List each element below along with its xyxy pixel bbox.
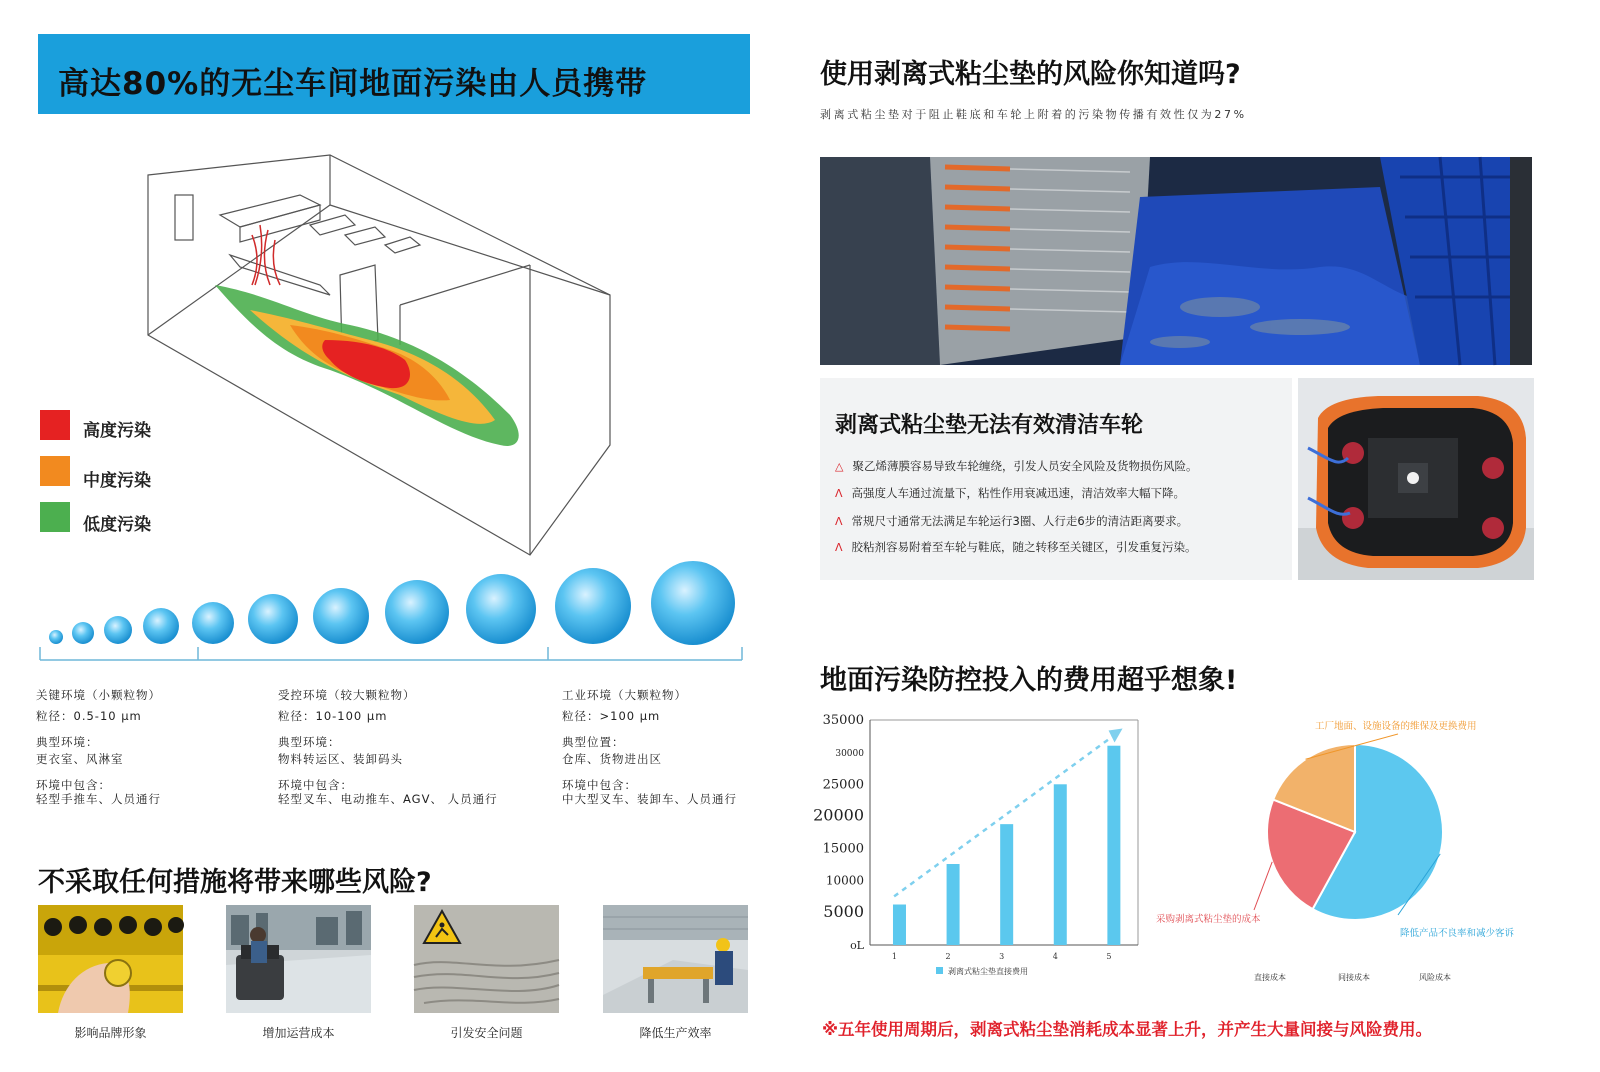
y-tick-label: 5000 xyxy=(823,901,864,921)
leader-line xyxy=(1254,862,1272,910)
trend-arrowhead xyxy=(1109,729,1123,743)
env-size: 粒径：>100 μm xyxy=(562,709,661,723)
particle-sphere xyxy=(192,602,234,644)
particle-sphere xyxy=(651,561,735,645)
env-size: 粒径：10-100 μm xyxy=(278,709,388,723)
bar xyxy=(947,864,960,945)
risk-caption-brand: 影响品牌形象 xyxy=(74,1026,147,1040)
bar xyxy=(1107,746,1120,945)
x-tick-label: 2 xyxy=(945,952,951,961)
risk-photo-brand xyxy=(38,905,183,1013)
risk-photo-efficiency xyxy=(603,905,748,1013)
particle-sphere xyxy=(248,594,298,644)
pie-legend-label: 间接成本 xyxy=(1338,973,1370,982)
particle-sphere xyxy=(313,588,369,644)
risk-caption-safety: 引发安全问题 xyxy=(450,1026,523,1040)
warning-icon: Λ xyxy=(835,541,843,554)
x-tick-label: 3 xyxy=(999,952,1005,961)
env-typical: 更衣室、风淋室 xyxy=(36,752,124,766)
env-contains: 轻型手推车、人员通行 xyxy=(36,792,161,806)
risk-photo-cost xyxy=(226,905,371,1013)
y-tick-label: 30000 xyxy=(835,749,864,760)
x-tick-label: 4 xyxy=(1052,952,1058,961)
y-tick-label: 10000 xyxy=(825,873,864,888)
legend-label-high: 高度污染 xyxy=(83,421,151,441)
legend-swatch-high xyxy=(40,410,70,440)
risk-bullet xyxy=(835,539,1197,555)
cost-footnote: ※五年使用周期后，剥离式粘尘垫消耗成本显著上升，并产生大量间接与风险费用。 xyxy=(822,1020,1433,1039)
warning-icon: Λ xyxy=(835,515,843,528)
risk-heading: 不采取任何措施将带来哪些风险? xyxy=(38,867,432,898)
warning-icon: Λ xyxy=(835,487,843,500)
env-title: 受控环境（较大颗粒物） xyxy=(278,688,416,702)
env-industrial xyxy=(562,688,737,806)
risk-bullet xyxy=(835,485,1185,501)
robot-wheel-photo xyxy=(1298,378,1534,580)
direct-cost-bar-chart xyxy=(813,710,1150,985)
x-tick-label: 5 xyxy=(1106,952,1112,961)
cost-heading: 地面污染防控投入的费用超乎想象! xyxy=(820,665,1238,696)
y-tick-label: 35000 xyxy=(822,713,864,728)
env-contains-label: 环境中包含： xyxy=(278,778,353,792)
env-title: 工业环境（大颗粒物） xyxy=(562,688,687,702)
bullet-text: 聚乙烯薄膜容易导致车轮缠绕，引发人员安全风险及货物损伤风险。 xyxy=(852,459,1198,473)
particle-sphere xyxy=(466,574,536,644)
y-tick-label: oL xyxy=(850,939,864,952)
x-tick-label: 1 xyxy=(891,952,898,961)
env-typical-label: 典型位置： xyxy=(562,735,625,749)
env-controlled xyxy=(278,688,498,806)
sticky-mat-effectiveness-note: 剥离式粘尘垫对于阻止鞋底和车轮上附着的污染物传播有效性仅为27% xyxy=(820,108,1247,121)
particle-sphere xyxy=(49,630,63,644)
slice-label: 采购剥离式粘尘垫的成本 xyxy=(1156,914,1261,925)
warning-icon: △ xyxy=(835,460,844,473)
env-contains: 中大型叉车、装卸车、人员通行 xyxy=(562,792,737,806)
y-tick-label: 25000 xyxy=(822,777,864,793)
bullet-text: 胶粘剂容易附着至车轮与鞋底，随之转移至关键区，引发重复污染。 xyxy=(851,540,1197,554)
bullet-text: 高强度人车通过流量下，粘性作用衰减迅速，清洁效率大幅下降。 xyxy=(851,486,1186,500)
bullet-text: 常规尺寸通常无法满足车轮运行3圈、人行走6步的清洁距离要求。 xyxy=(851,514,1189,528)
banner-title: 高达80%的无尘车间地面污染由人员携带 xyxy=(58,66,648,102)
slice-label: 工厂地面、设施设备的维保及更换费用 xyxy=(1315,721,1477,732)
particle-sphere xyxy=(143,608,179,644)
env-typical-label: 典型环境： xyxy=(278,735,341,749)
env-critical xyxy=(36,688,161,806)
risk-photo-safety xyxy=(414,905,559,1013)
contaminated-floor-photo xyxy=(820,157,1532,365)
particle-size-spheres xyxy=(38,555,758,675)
particle-sphere xyxy=(385,580,449,644)
y-tick-label: 20000 xyxy=(813,805,864,825)
particle-sphere xyxy=(72,622,94,644)
risk-bullet xyxy=(835,513,1188,529)
env-typical: 物料转运区、装卸码头 xyxy=(278,752,403,766)
legend-swatch-medium xyxy=(40,456,70,486)
pie-legend-label: 直接成本 xyxy=(1254,973,1286,982)
pie-legend-label: 风险成本 xyxy=(1419,973,1451,982)
particle-sphere xyxy=(555,568,631,644)
sticky-mat-risk-heading: 使用剥离式粘尘垫的风险你知道吗? xyxy=(820,59,1241,90)
legend-swatch xyxy=(936,967,943,974)
risk-bullet xyxy=(835,458,1197,474)
env-contains-label: 环境中包含： xyxy=(562,778,637,792)
legend-label-low: 低度污染 xyxy=(83,515,151,535)
risk-caption-cost: 增加运营成本 xyxy=(262,1026,335,1040)
cost-breakdown-pie-chart xyxy=(1150,710,1550,990)
particle-sphere xyxy=(104,616,132,644)
env-contains-label: 环境中包含： xyxy=(36,778,111,792)
risk-caption-efficiency: 降低生产效率 xyxy=(639,1026,712,1040)
bar xyxy=(893,905,906,946)
env-typical: 仓库、货物进出区 xyxy=(562,752,662,766)
bar xyxy=(1054,784,1067,945)
legend-label-medium: 中度污染 xyxy=(83,471,151,491)
legend-label: 剥离式粘尘垫直接费用 xyxy=(948,967,1028,976)
env-contains: 轻型叉车、电动推车、AGV、 人员通行 xyxy=(278,792,498,806)
bar xyxy=(1000,824,1013,945)
legend-swatch-low xyxy=(40,502,70,532)
wheel-cleaning-heading: 剥离式粘尘垫无法有效清洁车轮 xyxy=(835,413,1144,438)
env-title: 关键环境（小颗粒物） xyxy=(36,688,161,702)
env-size: 粒径：0.5-10 μm xyxy=(36,709,142,723)
slice-label: 降低产品不良率和减少客诉 xyxy=(1400,928,1515,939)
env-typical-label: 典型环境： xyxy=(36,735,99,749)
y-tick-label: 15000 xyxy=(822,841,864,857)
cleanroom-contamination-diagram xyxy=(130,145,630,585)
